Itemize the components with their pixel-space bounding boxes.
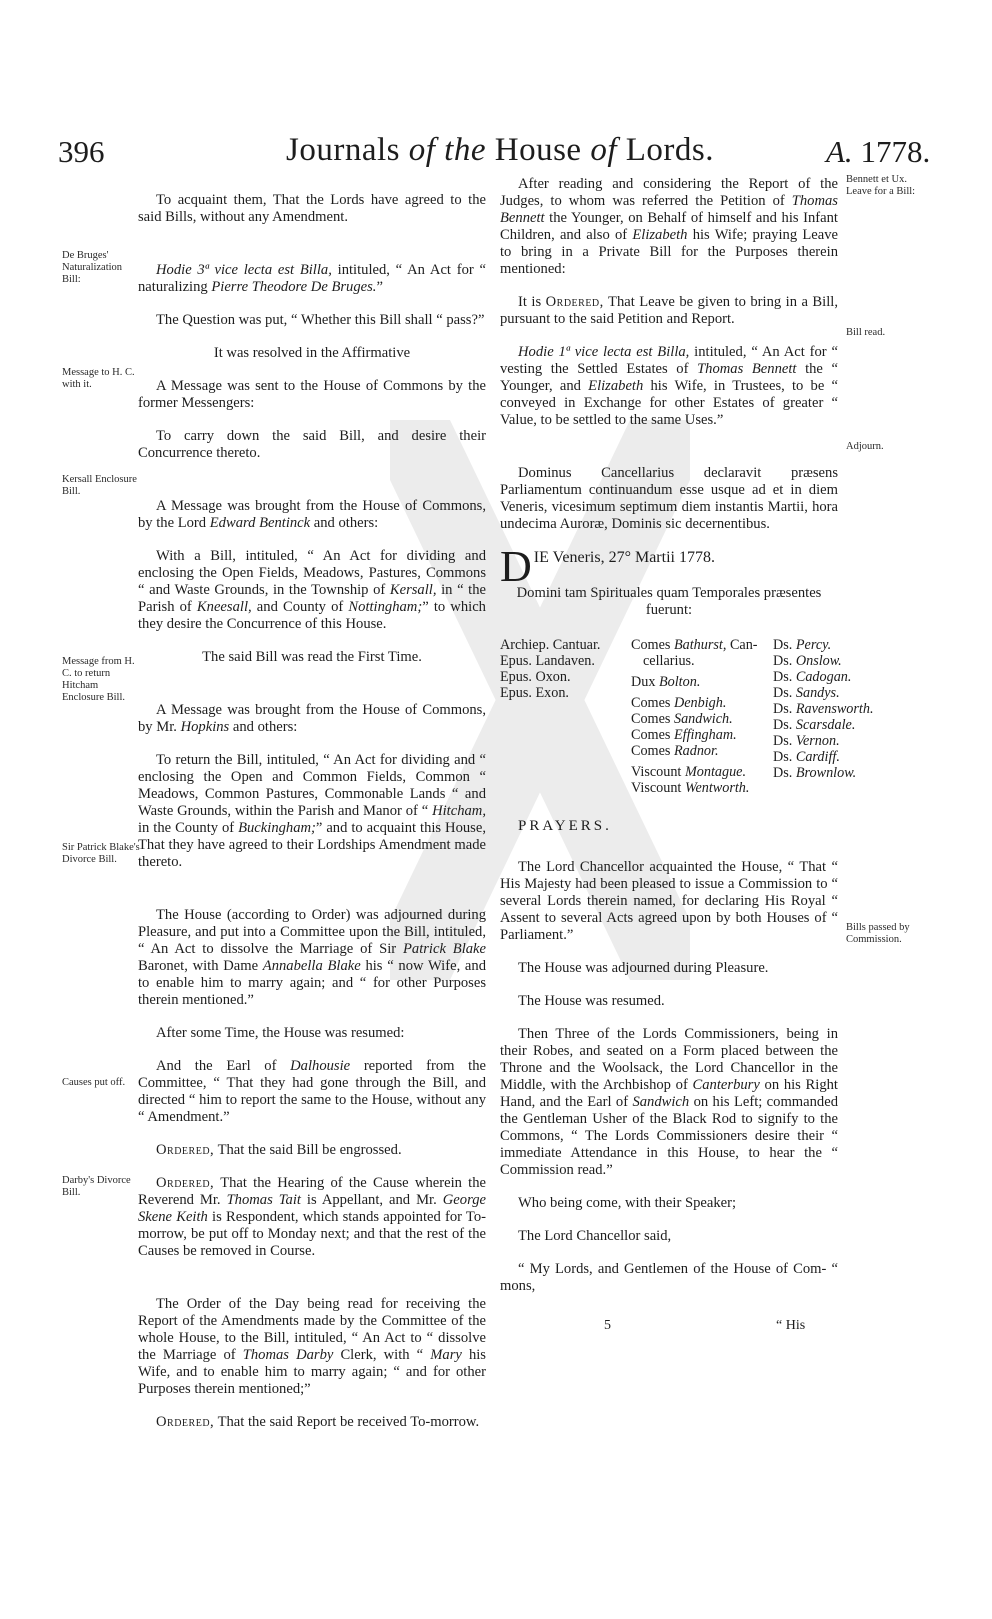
lords-col-spiritual [500,637,625,796]
lord-entry: Ds. Scarsdale. [773,717,856,733]
title-word: of [590,132,617,168]
paragraph: The said Bill was read the First Time. [202,649,422,665]
lords-col-temporal [631,637,767,796]
lord-entry: Epus. Landaven. [500,653,595,669]
paragraph: After some Time, the House was resumed: [156,1025,405,1041]
lord-entry: Ds. Sandys. [773,685,840,701]
paragraph: And the Earl of Dalhousie reported from the Committee, “ That they had gone through the Bill, and directed “ him to report the same to the House, without any “ Amendment.” [138,1058,486,1125]
lord-entry: Archiep. Cantuar. [500,637,601,653]
margin-note-de-bruges: De Bruges' Naturalization Bill: [62,250,123,285]
drop-cap: D [500,542,532,591]
lords-present-list [500,637,874,796]
title-word: Lords. [625,132,714,168]
lord-entry: Comes Bathurst, Can- [631,637,758,653]
paragraph: Hodie 3ª vice lecta est Billa, intituled, “ An Act for “ naturalizing Pierre Theodore De Bruges.” [138,262,486,295]
prayers-heading: PRAYERS. [518,818,612,834]
margin-note-message-hc: Message to H. C. with it. [62,367,135,390]
margin-note-hitcham: Message from H. C. to return Hitcham Enclosure Bill. [62,656,135,703]
paragraph: The House was resumed. [518,993,665,1009]
paragraph: After reading and considering the Report of the Judges, to whom was referred the Petition of Thomas Bennett the Younger, on Behalf of himself and his Infant Children, and also of Elizabeth his Wife; praying Leave to bring in a Private Bill for the Purposes therein mentioned: [500,176,838,277]
paragraph: The House was adjourned during Pleasure. [518,960,769,976]
paragraph: A Message was sent to the House of Commons by the former Messengers: [138,378,486,411]
paragraph: The Lord Chancellor acquainted the House, “ That “ His Majesty had been pleased to issue a Commission to “ several Lords therein named, for declaring His Royal “ Assent to several Acts agreed upon by both Houses of “ Parliament.” [500,859,838,943]
paragraph: The Order of the Day being read for receiving the Report of the Amendments made by the Committee of the whole House, to the Bill, intituled, “ An Act to “ dissolve the Marriage of Thomas Darby Clerk, with “ Mary his Wife, and to enable him to marry again; “ and for other Purposes therein mentioned;” [138,1296,486,1397]
paragraph: Dominus Cancellarius declaravit præsens Parliamentum continuandum esse usque ad et in diem Veneris, vicesimum septimum diem instantis Martii, hora undecima Auroræ, Dominis sic decernentibus. [500,465,838,532]
paragraph: Ordered, That the said Report be received To-morrow. [156,1414,480,1430]
paragraph: Hodie 1ª vice lecta est Billa, intituled, “ An Act for “ vesting the Settled Estates of Thomas Bennett the “ Younger, and Elizabeth his Wife, in Trustees, to be “ conveyed in Exchange for other Estates of greater “ Value, to be settled to the same Uses.” [500,344,838,428]
paragraph: The Question was put, “ Whether this Bill shall “ pass?” [156,312,485,328]
lord-entry: Comes Sandwich. [631,711,733,727]
paragraph: Ordered, That the Hearing of the Cause wherein the Reverend Mr. Thomas Tait is Appellant, and Mr. George Skene Keith is Respondent, which stands appointed for To-morrow, be put off to Monday next; and that the rest of the Causes be removed in Course. [138,1175,486,1259]
title-word: the [444,132,486,168]
lord-entry: Dux Bolton. [631,674,701,690]
paragraph: To return the Bill, intituled, “ An Act for dividing and “ enclosing the Open and Common Fields, Common “ Meadows, Common Pastures, Commonable Lands “ and Waste Grounds, within the Parish and Manor of “ Hitcham, in the County of Buckingham;” and to acquaint this House, That they have agreed to their Lordships Amendment made thereto. [138,752,486,870]
lord-entry: Ds. Ravensworth. [773,701,874,717]
margin-note-causes: Causes put off. [62,1077,126,1088]
paragraph: Ordered, That the said Bill be engrossed. [156,1142,402,1158]
year-prefix: A. [826,134,853,169]
running-title [286,132,714,169]
paragraph: Then Three of the Lords Commissioners, being in their Robes, and seated on a Form placed between the Throne and the Woolsack, the Lord Chancellor in the Middle, with the Archbishop of Canterbury on his Right Hand, and the Earl of Sandwich on his Left; commanded the Gentleman Usher of the Black Rod to signify to the Commons, “ The Lords Commissioners desire their “ immediate Attendance in this House, to hear the “ Commission read.” [500,1026,838,1178]
lord-entry: Ds. Cadogan. [773,669,852,685]
paragraph: It was resolved in the Affirmative [213,345,411,361]
left-column [138,192,486,1447]
paragraph: It is Ordered, That Leave be given to bring in a Bill, pursuant to the said Petition and Report. [500,294,838,327]
title-word: of [408,132,436,168]
paragraph: To acquaint them, That the Lords have agreed to the said Bills, without any Amendment. [138,192,486,225]
paragraph: The Lord Chancellor said, [518,1228,672,1244]
lord-entry: Comes Denbigh. [631,695,727,711]
paragraph: With a Bill, intituled, “ An Act for dividing and enclosing the Open Fields, Meadows, Pastures, Commons “ and Waste Grounds, in the Township of Kersall, in “ the Parish of Kneesall, and County of Nottingham;” to which they desire the Concurrence of this House. [138,548,486,632]
margin-note-kersall: Kersall Enclosure Bill. [62,474,137,497]
lord-entry: Epus. Exon. [500,685,569,701]
lord-entry: cellarius. [643,653,695,669]
running-year [826,134,930,170]
paragraph: The House (according to Order) was adjourned during Pleasure, and put into a Committee upon the Bill, intituled, “ An Act to dissolve the Marriage of Sir Patrick Blake Baronet, with Dame Annabella Blake his “ now Wife, and to enable him to marry again; and “ for other Purposes therein mentioned.” [138,907,487,1008]
paragraph: A Message was brought from the House of Commons, by the Lord Edward Bentinck and others: [138,498,486,531]
lord-entry: Ds. Percy. [773,637,832,653]
margin-note-bennett: Bennett et Ux. Leave for a Bill: [846,174,916,197]
lords-present-intro: Domini tam Spirituales quam Temporales præsentes fuerunt: [516,585,822,618]
day-heading: DIE Veneris, 27° Martii 1778. [500,542,715,591]
lord-entry: Ds. Brownlow. [773,765,857,781]
margin-note-commission: Bills passed by Commission. [846,922,910,945]
margin-note-adjourn: Adjourn. [846,441,884,452]
margin-note-bill-read: Bill read. [846,327,886,338]
lord-entry: Comes Effingham. [631,727,737,743]
title-word: Journals [286,132,400,168]
lords-col-barons [773,637,874,796]
lord-entry: Viscount Montague. [631,764,747,780]
catchword: “ His [776,1318,806,1333]
lord-entry: Ds. Vernon. [773,733,840,749]
title-word: House [494,132,582,168]
paragraph: To carry down the said Bill, and desire their Concurrence thereto. [138,428,486,461]
margin-note-blake: Sir Patrick Blake's Divorce Bill. [62,842,140,865]
year-value: 1778. [860,134,931,169]
margin-note-darby: Darby's Divorce Bill. [62,1175,131,1198]
lord-entry: Ds. Cardiff. [773,749,840,765]
lord-entry: Epus. Oxon. [500,669,571,685]
paragraph: “ My Lords, and Gentlemen of the House of Com- “ mons, [500,1261,838,1294]
lord-entry: Ds. Onslow. [773,653,842,669]
page-number: 396 [58,134,105,169]
lord-entry: Viscount Wentworth. [631,780,750,796]
signature-mark: 5 [604,1318,611,1333]
paragraph: A Message was brought from the House of Commons, by Mr. Hopkins and others: [138,702,486,735]
paragraph: Who being come, with their Speaker; [518,1195,737,1211]
lord-entry: Comes Radnor. [631,743,719,759]
